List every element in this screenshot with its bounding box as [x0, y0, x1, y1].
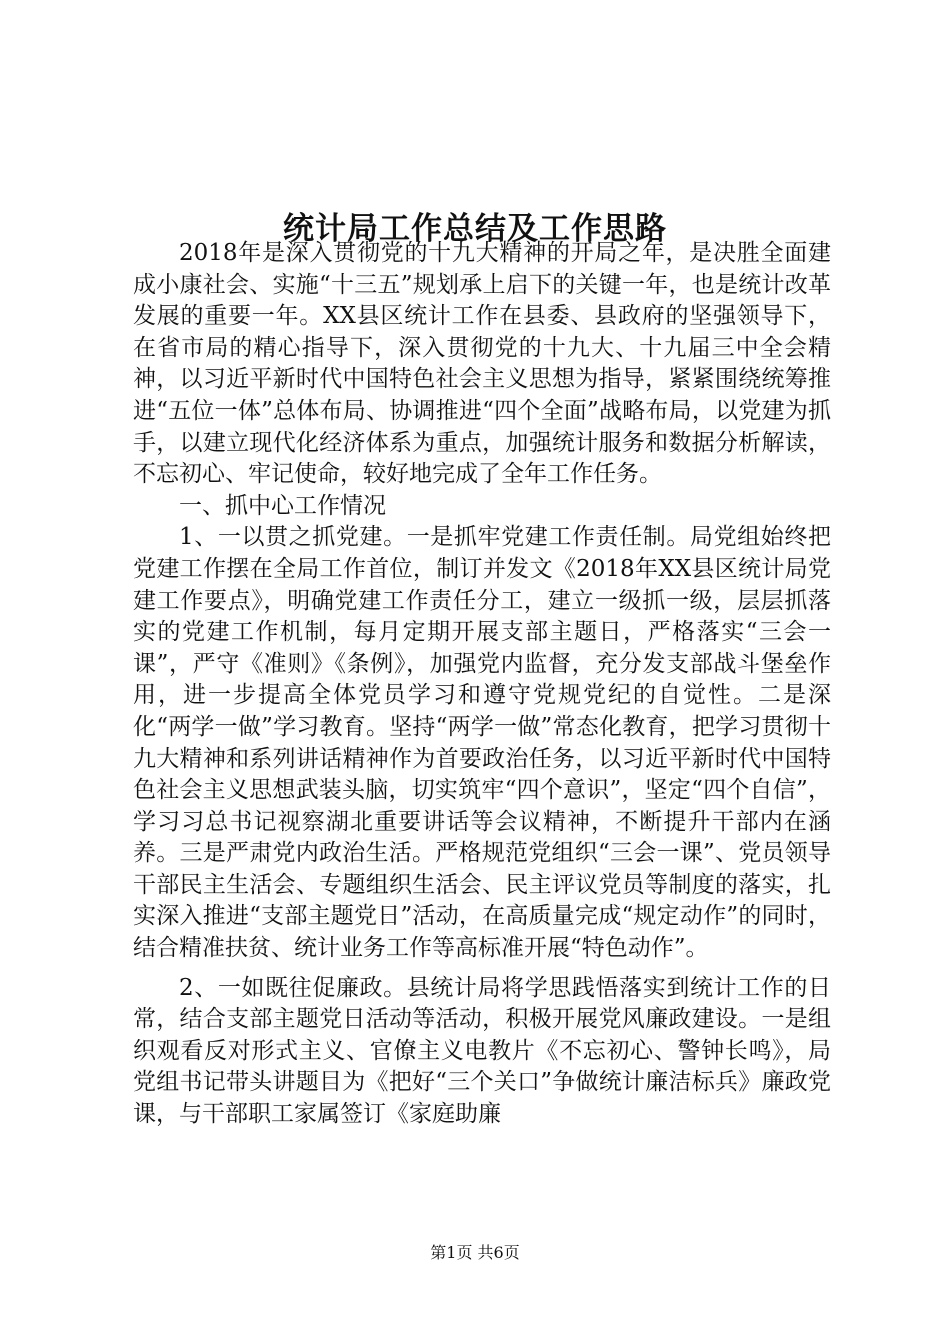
section-heading-1: 一、抓中心工作情况 — [179, 492, 386, 519]
page-footer: 第1页 共6页 — [430, 1243, 520, 1262]
paragraph-party-building: 1、一以贯之抓党建。一是抓牢党建工作责任制。局党组始终把党建工作摆在全局工作首位，制订并发文《2018年XX县区统计局党建工作要点》，明确党建工作责任分工，建立一级抓一级，层层抓落实的党建工作机制，每月定期开展支部主题日，严格落实“三会一课”，严守《准则》《条例》，加强党内监督，充分发支部战斗堡垒作用，进一步提高全体党员学习和遵守党规党纪的自觉性。二是深化“两学一做”学习教育。坚持“两学一做”常态化教育，把学习贯彻十九大精神和系列讲话精神作为首要政治任务，以习近平新时代中国特色社会主义思想武装头脑，切实筑牢“四个意识”，坚定“四个自信”，学习习总书记视察湖北重要讲话等会议精神，不断提升干部内在涵养。三是严肃党内政治生活。严格规范党组织“三会一课”、党员领导干部民主生活会、专题组织生活会、民主评议党员等制度的落实，扎实深入推进“支部主题党日”活动，在高质量完成“规定动作”的同时，结合精准扶贫、统计业务工作等高标准开展“特色动作”。 — [133, 524, 831, 962]
paragraph-integrity: 2、一如既往促廉政。县统计局将学思践悟落实到统计工作的日常，结合支部主题党日活动等活动，积极开展党风廉政建设。一是组织观看反对形式主义、官僚主义电教片《不忘初心、警钟长鸣》，局党组书记带头讲题目为《把好“三个关口”争做统计廉洁标兵》廉政党课，与干部职工家属签订《家庭助廉 — [133, 974, 831, 1128]
paragraph-intro: 2018年是深入贯彻党的十九大精神的开局之年，是决胜全面建成小康社会、实施“十三五”规划承上启下的关键一年，也是统计改革发展的重要一年。XX县区统计工作在县委、县政府的坚强领导下，在省市局的精心指导下，深入贯彻党的十九大、十九届三中全会精神，以习近平新时代中国特色社会主义思想为指导，紧紧围绕统筹推进“五位一体”总体布局、协调推进“四个全面”战略布局，以党建为抓手，以建立现代化经济体系为重点，加强统计服务和数据分析解读，不忘初心、牢记使命，较好地完成了全年工作任务。 — [133, 240, 831, 488]
document-body — [133, 238, 831, 1131]
document-title: 统计局工作总结及工作思路 — [283, 210, 667, 247]
